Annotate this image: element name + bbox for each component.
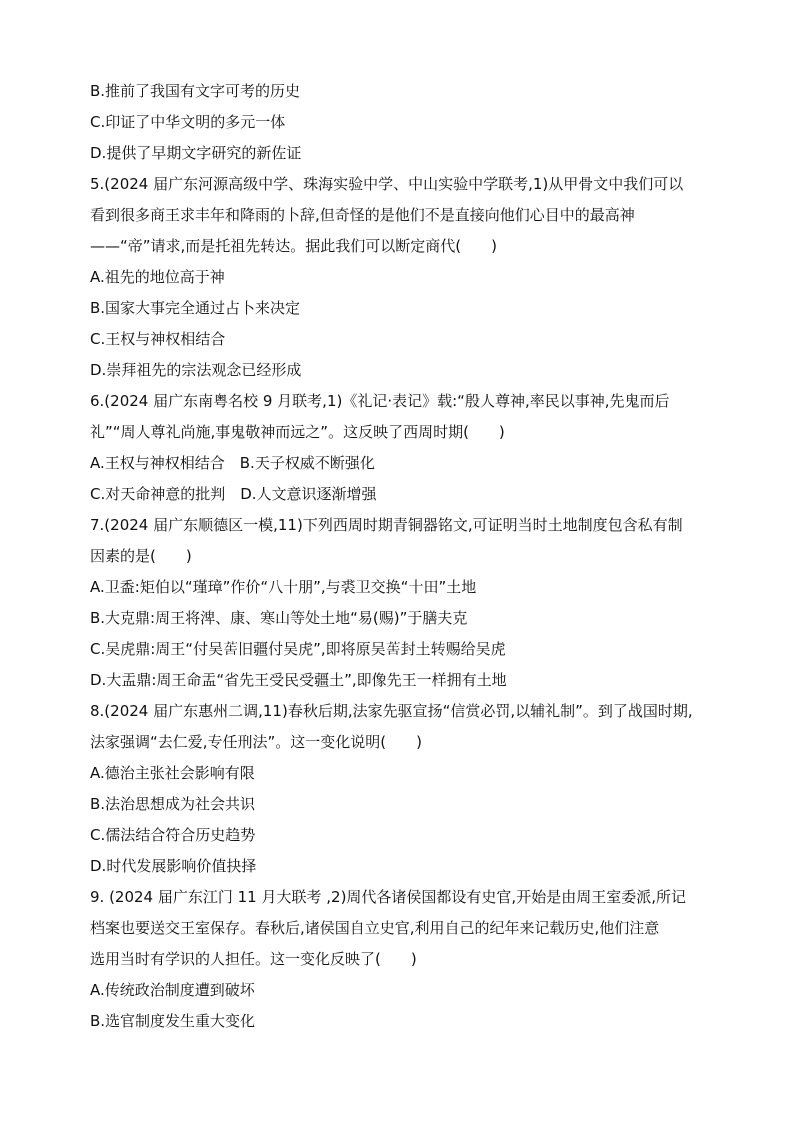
q9-stem-line-3: 选用当时有学识的人担任。这一变化反映了( ) [90, 950, 417, 968]
q8-option-c: C.儒法结合符合历史趋势 [90, 826, 256, 844]
q5-option-c: C.王权与神权相结合 [90, 330, 226, 348]
q7-option-a: A.卫盉:矩伯以“瑾璋”作价“八十朋”,与裘卫交换“十田”土地 [90, 578, 477, 596]
q9-stem-line-1: 9. (2024 届广东江门 11 月大联考 ,2)周代各诸侯国都设有史官,开始是由周王室委派,所记 [90, 888, 686, 906]
q8-stem-line-1: 8.(2024 届广东惠州二调,11)春秋后期,法家先驱宣扬“信赏必罚,以辅礼制”。到了战国时期, [90, 702, 693, 720]
q4-option-b: B.推前了我国有文字可考的历史 [90, 82, 301, 100]
q6-stem-line-1: 6.(2024 届广东南粤名校 9 月联考,1)《礼记·表记》载:“殷人尊神,率民以事神,先鬼而后 [90, 392, 670, 410]
q6-stem-line-2: 礼”“周人尊礼尚施,事鬼敬神而远之”。这反映了西周时期( ) [90, 423, 505, 441]
q5-option-b: B.国家大事完全通过占卜来决定 [90, 299, 301, 317]
q9-option-b: B.选官制度发生重大变化 [90, 1012, 256, 1030]
q6-options-cd: C.对天命神意的批判 D.人文意识逐渐增强 [90, 485, 377, 503]
q7-option-c: C.吴虎鼎:周王“付吴𦮽旧疆付吴虎”,即将原吴𦮽封土转赐给吴虎 [90, 640, 506, 658]
q7-option-d: D.大盂鼎:周王命盂“省先王受民受疆土”,即像先王一样拥有土地 [90, 671, 507, 689]
q7-option-b: B.大克鼎:周王将渒、康、寒山等处土地“易(赐)”于膳夫克 [90, 609, 468, 627]
q9-option-a: A.传统政治制度遭到破坏 [90, 981, 255, 999]
q8-stem-line-2: 法家强调“去仁爱,专任刑法”。这一变化说明( ) [90, 733, 423, 751]
q5-stem-line-3: ——“帝”请求,而是托祖先转达。据此我们可以断定商代( ) [90, 237, 498, 255]
q4-option-c: C.印证了中华文明的多元一体 [90, 113, 286, 131]
q5-stem-line-1: 5.(2024 届广东河源高级中学、珠海实验中学、中山实验中学联考,1)从甲骨文中我们可以 [90, 175, 684, 193]
q6-options-ab: A.王权与神权相结合 B.天子权威不断强化 [90, 454, 375, 472]
document-page [90, 76, 710, 1037]
q8-option-a: A.德治主张社会影响有限 [90, 764, 255, 782]
q9-stem-line-2: 档案也要送交王室保存。春秋后,诸侯国自立史官,利用自己的纪年来记载历史,他们注意 [90, 919, 660, 937]
q7-stem-line-2: 因素的是( ) [90, 547, 192, 565]
q5-option-d: D.崇拜祖先的宗法观念已经形成 [90, 361, 302, 379]
q5-stem-line-2: 看到很多商王求丰年和降雨的卜辞,但奇怪的是他们不是直接向他们心目中的最高神 [90, 206, 635, 224]
q5-option-a: A.祖先的地位高于神 [90, 268, 225, 286]
q8-option-d: D.时代发展影响价值抉择 [90, 857, 257, 875]
q7-stem-line-1: 7.(2024 届广东顺德区一模,11)下列西周时期青铜器铭文,可证明当时土地制度包含私有制 [90, 516, 683, 534]
q8-option-b: B.法治思想成为社会共识 [90, 795, 256, 813]
q4-option-d: D.提供了早期文字研究的新佐证 [90, 144, 302, 162]
